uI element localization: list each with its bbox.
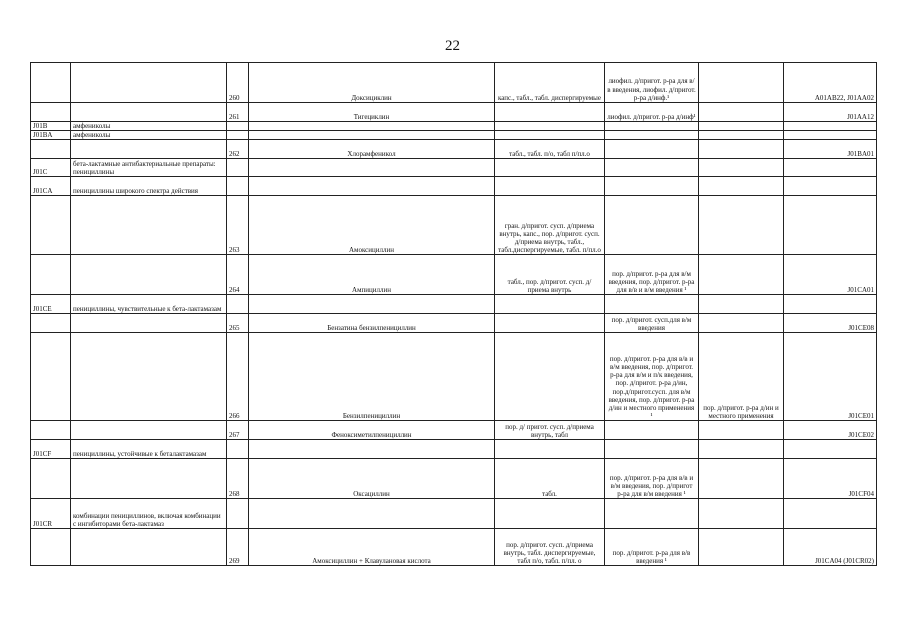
atc-code: J01CF04 [784, 459, 877, 499]
atc-group-code: J01BA [31, 131, 71, 140]
atc-code [784, 440, 877, 459]
dosage-form-oral [495, 499, 605, 529]
drug-name: Ампициллин [249, 255, 495, 295]
drug-name [249, 122, 495, 131]
row-number: 262 [227, 140, 249, 159]
row-number: 261 [227, 103, 249, 122]
dosage-form-injection [605, 177, 699, 196]
drug-name: Бензилпенициллин [249, 333, 495, 421]
dosage-form-injection [605, 295, 699, 314]
row-number [227, 295, 249, 314]
table-row [31, 103, 877, 122]
dosage-form-oral: табл., табл. п/о, табл п/пл.о [495, 140, 605, 159]
pharmacological-group: амфениколы [71, 122, 227, 131]
row-number [227, 177, 249, 196]
drug-name [249, 177, 495, 196]
atc-code: J01BA01 [784, 140, 877, 159]
table-row [31, 196, 877, 255]
atc-group-code [31, 333, 71, 421]
pharmacological-group [71, 140, 227, 159]
dosage-form-injection [605, 131, 699, 140]
atc-code: J01CE02 [784, 421, 877, 440]
dosage-form-oral [495, 314, 605, 333]
table-row [31, 140, 877, 159]
pharmacological-group [71, 529, 227, 566]
row-number: 269 [227, 529, 249, 566]
pharmacological-group [71, 196, 227, 255]
dosage-form-injection: пор. д/пригот. р-ра для в/м введения, пор. д/пригот. р-ра для в/в и в/м введения ¹ [605, 255, 699, 295]
table-row [31, 131, 877, 140]
drug-list-table [30, 62, 877, 566]
dosage-form-oral [495, 159, 605, 177]
row-number: 268 [227, 459, 249, 499]
atc-code: A01AB22, J01AA02 [784, 63, 877, 103]
dosage-form-other [699, 63, 784, 103]
atc-group-code: J01CR [31, 499, 71, 529]
dosage-form-oral: гран. д/пригот. сусп. д/приема внутрь, капс., пор. д/пригот. сусп. д/приема внутрь, табл., табл.диспергируемые, табл. п/пл.о [495, 196, 605, 255]
page-number: 22 [445, 38, 460, 54]
table-row [31, 333, 877, 421]
dosage-form-injection [605, 421, 699, 440]
dosage-form-other [699, 421, 784, 440]
atc-group-code: J01CF [31, 440, 71, 459]
dosage-form-injection: лиофил. д/пригот. р-ра д/инф¹ [605, 103, 699, 122]
table-row [31, 421, 877, 440]
atc-code [784, 159, 877, 177]
atc-code: J01AA12 [784, 103, 877, 122]
atc-code: J01CE08 [784, 314, 877, 333]
atc-code: J01CA01 [784, 255, 877, 295]
drug-name: Амоксициллин + Клавулановая кислота [249, 529, 495, 566]
atc-group-code [31, 421, 71, 440]
dosage-form-other [699, 131, 784, 140]
drug-name: Доксициклин [249, 63, 495, 103]
atc-group-code: J01B [31, 122, 71, 131]
dosage-form-other [699, 255, 784, 295]
pharmacological-group [71, 103, 227, 122]
atc-code [784, 177, 877, 196]
drug-name [249, 159, 495, 177]
dosage-form-other [699, 140, 784, 159]
dosage-form-other [699, 122, 784, 131]
drug-name [249, 131, 495, 140]
row-number [227, 159, 249, 177]
dosage-form-injection [605, 140, 699, 159]
drug-name: Феноксиметилпенициллин [249, 421, 495, 440]
dosage-form-other [699, 103, 784, 122]
atc-code [784, 295, 877, 314]
atc-code: J01CA04 (J01CR02) [784, 529, 877, 566]
table-row [31, 314, 877, 333]
dosage-form-other: пор. д/пригот. р-ра д/ин и местного применения [699, 333, 784, 421]
row-number [227, 499, 249, 529]
drug-name: Тигециклин [249, 103, 495, 122]
dosage-form-other [699, 499, 784, 529]
dosage-form-other [699, 159, 784, 177]
drug-name: Бензатина бензилпенициллин [249, 314, 495, 333]
dosage-form-oral: табл., пор. д/пригот. сусп. д/приема внутрь [495, 255, 605, 295]
atc-group-code [31, 314, 71, 333]
table-row [31, 255, 877, 295]
pharmacological-group [71, 314, 227, 333]
dosage-form-injection [605, 122, 699, 131]
atc-group-code [31, 63, 71, 103]
atc-code [784, 196, 877, 255]
row-number [227, 122, 249, 131]
row-number: 266 [227, 333, 249, 421]
dosage-form-injection [605, 499, 699, 529]
row-number: 264 [227, 255, 249, 295]
dosage-form-other [699, 314, 784, 333]
atc-code [784, 122, 877, 131]
row-number [227, 440, 249, 459]
dosage-form-injection: пор. д/пригот. р-ра для в/в и в/м введения, пор. д/пригот. р-ра для в/м и п/к введения, пор. д/пригот. р-ра д/ин, пор.д/пригот.сусп. для в/м введения, пор. д/пригот. р-ра д/ин и местного применения ¹ [605, 333, 699, 421]
dosage-form-other [699, 440, 784, 459]
atc-group-code: J01C [31, 159, 71, 177]
dosage-form-other [699, 295, 784, 314]
atc-group-code [31, 459, 71, 499]
drug-name: Оксациллин [249, 459, 495, 499]
dosage-form-injection [605, 196, 699, 255]
dosage-form-oral: табл. [495, 459, 605, 499]
atc-code: J01CE01 [784, 333, 877, 421]
dosage-form-injection [605, 159, 699, 177]
atc-group-code [31, 140, 71, 159]
pharmacological-group [71, 421, 227, 440]
row-number [227, 131, 249, 140]
pharmacological-group: пенициллины, устойчивые к беталактамазам [71, 440, 227, 459]
atc-group-code [31, 103, 71, 122]
dosage-form-oral [495, 122, 605, 131]
atc-code [784, 499, 877, 529]
row-number: 265 [227, 314, 249, 333]
drug-name [249, 499, 495, 529]
dosage-form-oral [495, 295, 605, 314]
atc-group-code: J01CE [31, 295, 71, 314]
dosage-form-injection: пор. д/пригот. р-ра для в/в введения ¹ [605, 529, 699, 566]
pharmacological-group: комбинации пенициллинов, включая комбинации с ингибиторами бета-лактамаз [71, 499, 227, 529]
pharmacological-group: пенициллины широкого спектра действия [71, 177, 227, 196]
table-row [31, 295, 877, 314]
pharmacological-group [71, 459, 227, 499]
dosage-form-oral [495, 333, 605, 421]
pharmacological-group: бета-лактамные антибактериальные препараты: пенициллины [71, 159, 227, 177]
row-number: 260 [227, 63, 249, 103]
table-row [31, 122, 877, 131]
row-number: 263 [227, 196, 249, 255]
table-row [31, 177, 877, 196]
drug-name [249, 295, 495, 314]
dosage-form-oral [495, 440, 605, 459]
dosage-form-other [699, 177, 784, 196]
table-row [31, 63, 877, 103]
dosage-form-injection: пор. д/пригот. сусп.для в/м введения [605, 314, 699, 333]
dosage-form-oral [495, 177, 605, 196]
table-row [31, 440, 877, 459]
pharmacological-group: амфениколы [71, 131, 227, 140]
dosage-form-oral: пор. д/пригот. сусп. д/приема внутрь, табл. диспергируемые, табл п/о, табл. п/пл. о [495, 529, 605, 566]
dosage-form-other [699, 529, 784, 566]
dosage-form-injection: пор. д/пригот. р-ра для в/в и в/м введения, пор. д/пригот р-ра для в/м введения ¹ [605, 459, 699, 499]
dosage-form-oral: капс., табл., табл. диспергируемые [495, 63, 605, 103]
dosage-form-injection: лиофил. д/пригот. р-ра для в/в введения, лиофил. д/пригот. р-ра д/инф.¹ [605, 63, 699, 103]
pharmacological-group [71, 255, 227, 295]
table-row [31, 499, 877, 529]
pharmacological-group: пенициллины, чувствительные к бета-лактамазам [71, 295, 227, 314]
atc-group-code: J01CA [31, 177, 71, 196]
row-number: 267 [227, 421, 249, 440]
drug-name: Амоксициллин [249, 196, 495, 255]
dosage-form-injection [605, 440, 699, 459]
dosage-form-oral [495, 103, 605, 122]
atc-code [784, 131, 877, 140]
dosage-form-oral: пор. д/ пригот. сусп. д/приема внутрь, табл [495, 421, 605, 440]
atc-group-code [31, 196, 71, 255]
table-row [31, 459, 877, 499]
dosage-form-other [699, 196, 784, 255]
dosage-form-oral [495, 131, 605, 140]
atc-group-code [31, 529, 71, 566]
pharmacological-group [71, 333, 227, 421]
drug-name: Хлорамфеникол [249, 140, 495, 159]
atc-group-code [31, 255, 71, 295]
pharmacological-group [71, 63, 227, 103]
table-row [31, 529, 877, 566]
dosage-form-other [699, 459, 784, 499]
table-row [31, 159, 877, 177]
drug-name [249, 440, 495, 459]
